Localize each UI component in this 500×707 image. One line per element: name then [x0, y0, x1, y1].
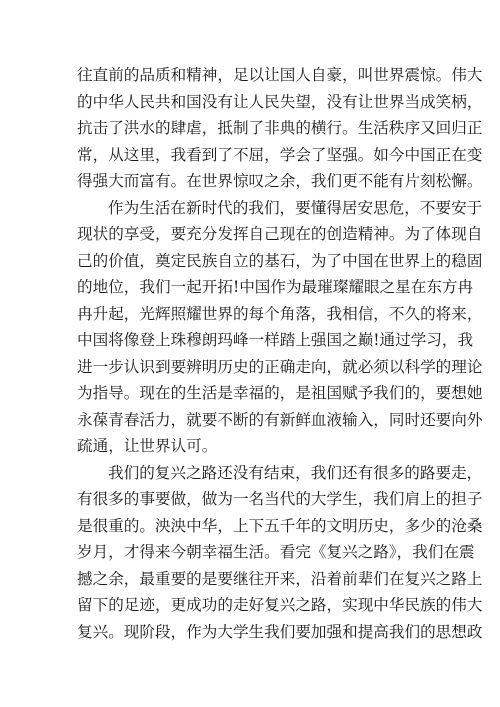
- text-line: 常，从这里，我看到了不屈，学会了坚强。如今中国正在变: [77, 145, 483, 164]
- text-line: 岁月，才得来今朝幸福生活。看完《复兴之路》，我们在震: [77, 543, 475, 561]
- text-line: 是很重的。泱泱中华，上下五千年的文明历史，多少的沧桑: [77, 516, 483, 535]
- text-line: 永葆青春活力，就要不断的有新鲜血液输入，同时还要向外: [77, 410, 483, 429]
- text-line: 己的价值，奠定民族自立的基石，为了中国在世界上的稳固: [77, 251, 483, 270]
- paragraph-3: [77, 460, 483, 646]
- text-line: 作为生活在新时代的我们，要懂得居安思危，不要安于: [108, 198, 483, 217]
- text-line: 复兴。现阶段，作为大学生我们要加强和提高我们的思想政: [77, 622, 483, 641]
- paragraph-1: [77, 62, 483, 195]
- text-line: 得强大而富有。在世界惊叹之余，我们更不能有片刻松懈。: [77, 172, 483, 190]
- text-line: 现状的享受，要充分发挥自己现在的创造精神。为了体现自: [77, 225, 483, 243]
- text-line: 的地位，我们一起开拓!中国作为最璀璨耀眼之星在东方冉: [77, 278, 474, 296]
- text-line: 疏通，让世界认可。: [77, 437, 218, 455]
- text-line: 撼之余，最重要的是要继往开来，沿着前辈们在复兴之路上: [77, 569, 483, 588]
- text-line: 留下的足迹，更成功的走好复兴之路，实现中华民族的伟大: [77, 596, 483, 614]
- text-line: 中国将像登上珠穆朗玛峰一样踏上强国之巅!通过学习，我: [77, 331, 474, 349]
- text-line: 我们的复兴之路还没有结束，我们还有很多的路要走，: [108, 463, 483, 482]
- paragraph-2: [77, 195, 483, 460]
- text-line: 的中华人民共和国没有让人民失望，没有让世界当成笑柄，: [77, 92, 483, 111]
- text-line: 有很多的事要做，做为一名当代的大学生，我们肩上的担子: [77, 490, 483, 508]
- text-line: 进一步认识到要辨明历史的正确走向，就必须以科学的理论: [77, 357, 483, 376]
- text-line: 往直前的品质和精神，足以让国人自豪，叫世界震惊。伟大: [77, 66, 483, 84]
- text-line: 抗击了洪水的肆虐，抵制了非典的横行。生活秩序又回归正: [77, 119, 483, 137]
- document-body: [77, 62, 483, 645]
- text-line: 冉升起，光辉照耀世界的每个角落，我相信，不久的将来，: [77, 304, 483, 323]
- text-line: 为指导。现在的生活是幸福的，是祖国赋予我们的，要想她: [77, 384, 483, 402]
